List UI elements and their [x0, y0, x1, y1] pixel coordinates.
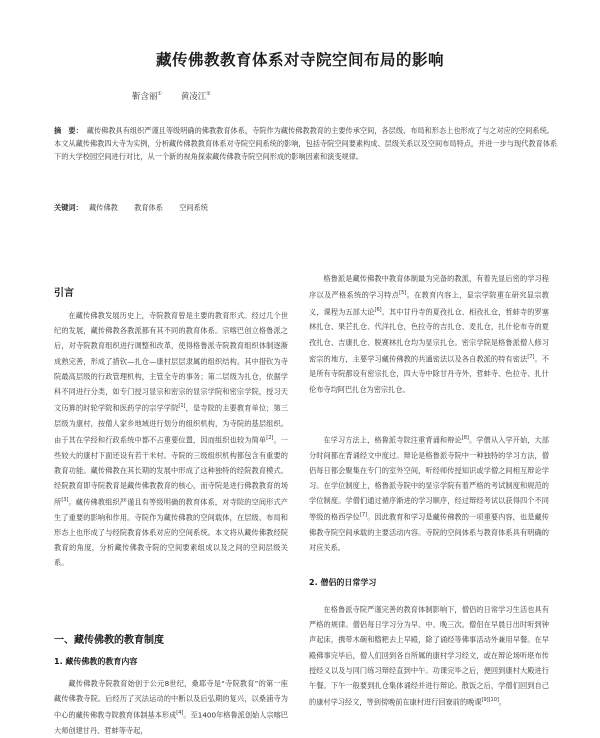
section-1-body — [54, 676, 288, 738]
author-1: 靳含丽① — [132, 91, 162, 102]
intro-body — [54, 308, 288, 571]
right-column-bottom — [309, 602, 549, 710]
abstract — [54, 124, 558, 164]
section-2-heading: 2. 僧侣的日常学习 — [309, 578, 377, 587]
section-1-subheading: 1. 藏传佛教的教育内容 — [54, 657, 138, 666]
keywords-label: 关键词： — [54, 203, 83, 212]
right-paragraph: 在学习方法上，格鲁派寺院注重背诵和辩论[8]。学僧从入学开始，大部分时间都在背诵经文中度过。辩论是格鲁派寺院中一种独特的学习方法，僧侣每日都会聚集在专门的室外空间，听经师传授知识或学僧之间相互辩论学习。在学位制度上，格鲁派寺院中的显宗学院有着严格的考试制度和规范的学位制度。学僧们通过循序渐进的学习顺序，经过辩经考试以获得四个不同等级的格西学位[7]。因此教育和学习是藏传佛教的一项重要内容，也是藏传佛教寺院空间承载的主要活动内容。寺院的空间体系与教育体系具有明确的对应关系。 — [309, 435, 549, 553]
keyword: 教育体系 — [134, 203, 163, 212]
right-paragraph: 在格鲁派寺院严谨完善的教育体制影响下，僧侣的日常学习生活也具有严格的规律。僧侣每日学习分为早、中、晚三次。僧侣在早晨日出时听到钟声起床，携带木碗和糌粑去上早殿，除了诵经等佛事活动外兼用早餐。在早殿佛事完毕后，僧人们回到各自所属的康村学习经文，或在辩论场听堪布传授经义以及与同门练习辩经直到中午。功课完毕之后，便回到康村大殿进行午餐。下午一般要到扎仓集体诵经并进行辩论。散饭之后，学僧们回到自己的康村学习经文，等到傍晚前在康村进行回寮前的晚课[9][10]。 — [309, 605, 549, 707]
right-column-mid — [309, 431, 549, 555]
author-line — [132, 90, 211, 102]
intro-heading: 引言 — [54, 288, 74, 299]
author-2: 黄凌江② — [180, 91, 211, 102]
right-column-top — [309, 271, 549, 397]
section-1-paragraph: 藏传佛教寺院教育始创于公元8世纪，桑耶寺是“寺院教育”的第一座藏传佛教寺院。后经历了灭法运动的中断以及后弘期的复兴，以桑浦寺为中心的藏传佛教寺院教育体制基本形成[4]。至1400年格鲁派创始人宗喀巴大师创建甘丹、哲蚌等寺起， — [54, 679, 288, 735]
paper-title: 藏传佛教教育体系对寺院空间布局的影响 — [155, 51, 444, 69]
abstract-text: 藏传佛教具有组织严谨且等级明确的佛教教育体系，寺院作为藏传佛教教育的主要传承空间，各层级、布局和形态上也形成了与之对应的空间系统。本文从藏传佛教四大寺为实例，分析藏传佛教教育体系对寺院空间系统的影响，包括寺院空间要素构成、层级关系以及空间布局特点，并进一步与现代教育体系下的大学校园空间进行对比，从一个新的视角探索藏传佛教寺院空间形成的影响因素和演变规律。 — [54, 126, 558, 162]
section-1-heading: 一、藏传佛教的教育制度 — [54, 635, 164, 646]
keywords — [54, 203, 222, 213]
intro-paragraph: 在藏传佛教发展历史上，寺院教育曾是主要的教育形式。经过几个世纪的发展，藏传佛教各教派都有其不同的教育体系。宗喀巴创立格鲁派之后，对寺院教育组织进行调整和改革，使得格鲁派寺院教育组织体制逐渐成熟完善，形成了措钦—扎仓—康村层层隶属的组织结构。其中措钦为寺院最高层级的行政管理机构，主管全寺的事务；第二层级为扎仓，依据学科不同进行分类，如专门授习显宗和密宗的显宗学院和密宗学院，授习天文历算的时轮学院和医药学的宗学学院[1]，是寺院的主要教育单位；第三层级为康村，按僧人家乡地域进行划分的组织机构，为寺院的基层组织。由于其在学经和行政系统中都不占重要位置，因而组织也较为简单[2]。一些较大的康村下面还设有若干米村。寺院的三级组织机构都包含有重要的教育功能。藏传佛教在其长期的发展中形成了这种独特的经院教育模式。经院教育即寺院教育是藏传佛教教育的核心，而寺院是进行佛教教育的场所[3]。藏传佛教组织严谨且有等级明确的教育体系，对寺院的空间形式产生了重要的影响和作用。寺院作为藏传佛教的空间载体，在层级、布局和形态上也形成了与经院教育体系对应的空间系统。本文将从藏传佛教经院教育的角度，分析藏传佛教寺院的空间要素组成以及之间的空间层级关系。 — [54, 311, 288, 568]
keyword: 空间系统 — [179, 203, 208, 212]
abstract-label: 摘 要： — [54, 126, 83, 135]
keyword: 藏传佛教 — [89, 203, 118, 212]
right-paragraph: 格鲁派是藏传佛教中教育体制最为完备的教派，有着先显后密的学习程序以及严格系统的学习特点[5]。在教育内容上，显宗学院重在研究显宗教义，课程为五部大论[6]。其中甘丹寺的夏孜扎仓、相孜扎仓，哲蚌寺的罗塞林扎仓、果芒扎仓、代洋扎仓，色拉寺的吉扎仓、麦扎仓，扎什伦布寺的夏孜扎仓、吉康扎仓、脱赛林扎仓均为显宗扎仓。密宗学院是格鲁派僧人修习密宗的地方，主要学习藏传佛教的共通密法以及各自教派的特有密法[7]。不是所有寺院都设有密宗扎仓，四大寺中除甘丹寺外，哲蚌寺、色拉寺、扎什伦布寺均阿巴扎仓为密宗扎仓。 — [309, 274, 549, 394]
